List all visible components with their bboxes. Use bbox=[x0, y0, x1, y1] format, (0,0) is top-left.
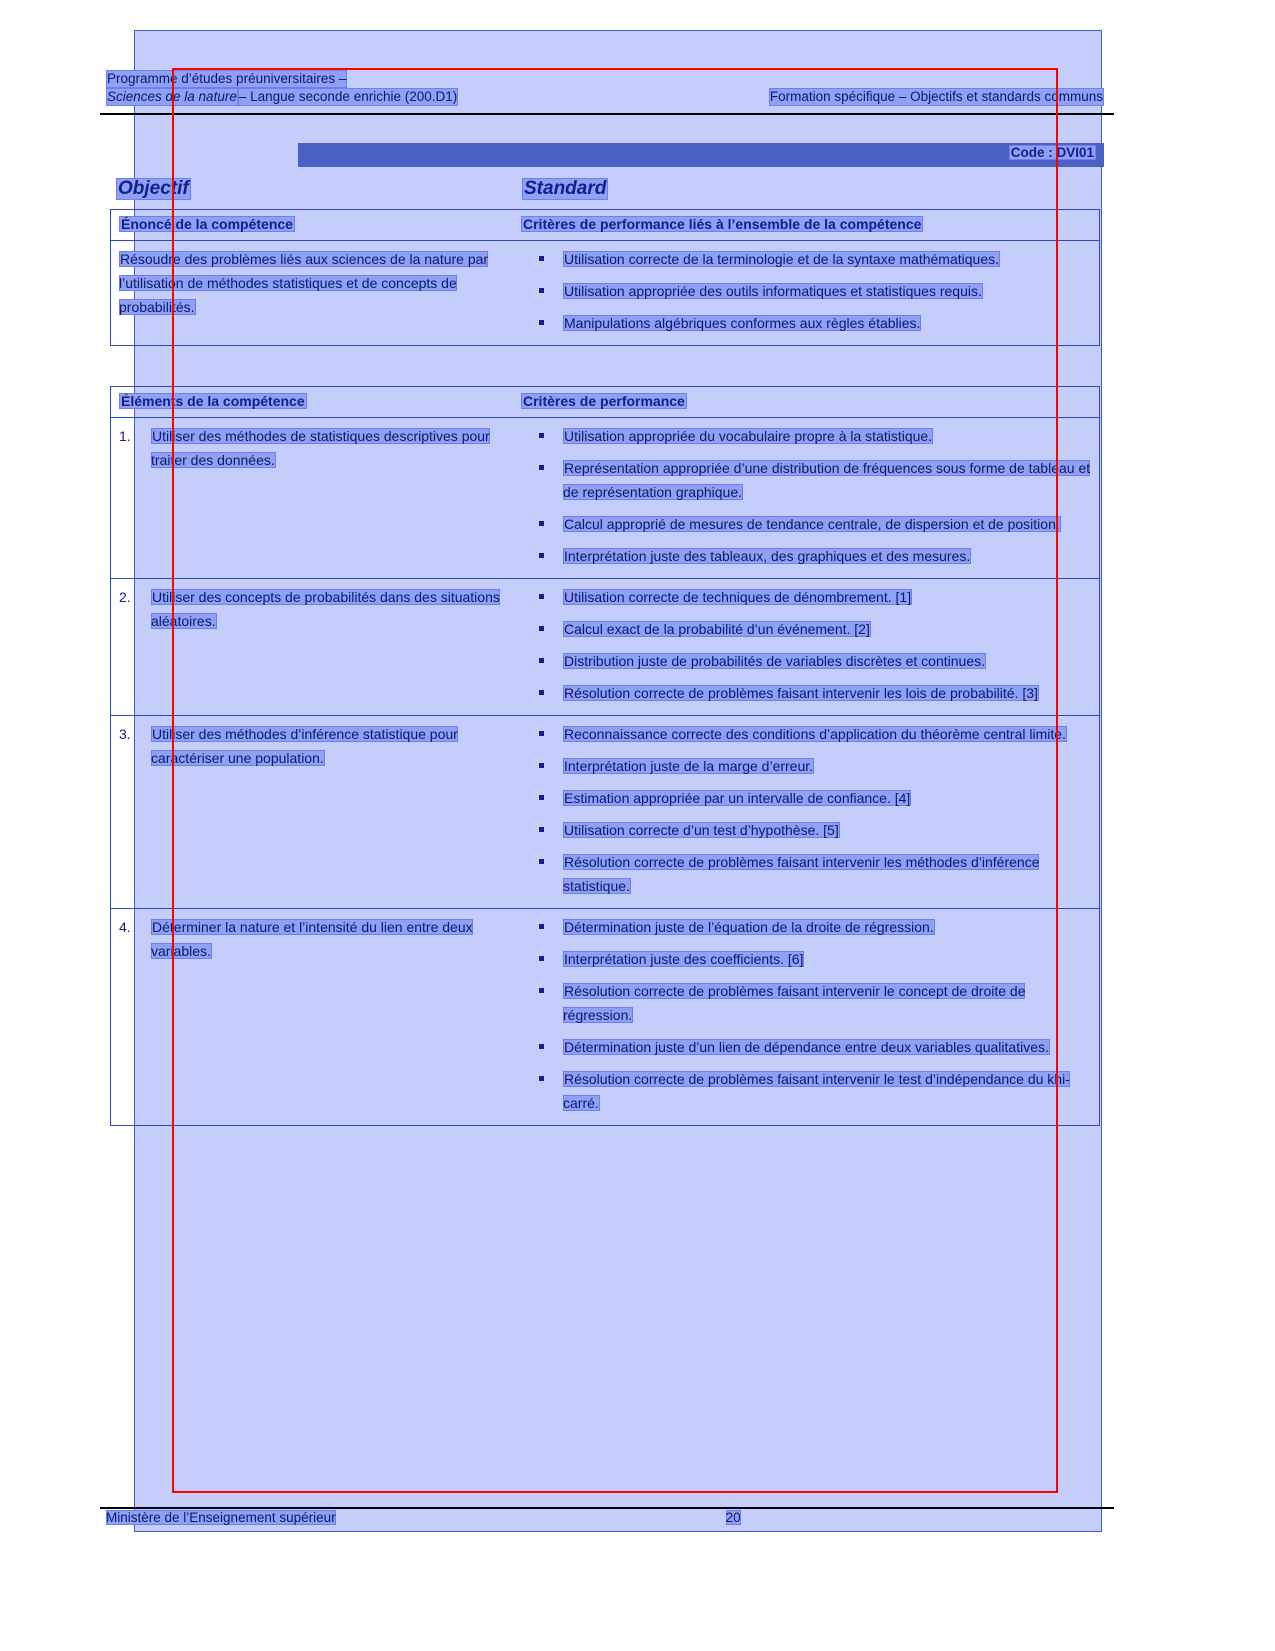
criterion-text: Utilisation correcte de techniques de dénombrement. [1] bbox=[564, 589, 912, 605]
bullet-icon bbox=[539, 763, 544, 768]
criterion-text: Détermination juste de l’équation de la droite de régression. bbox=[564, 919, 934, 935]
header-program-line: Programme d’études préuniversitaires – bbox=[107, 71, 347, 86]
competence-criteria-list bbox=[521, 247, 1091, 335]
bullet-icon bbox=[539, 956, 544, 961]
competence-statement-value: Résoudre des problèmes liés aux sciences de la nature par l’utilisation de méthodes statistiques et de concepts de probabilités. bbox=[119, 251, 489, 315]
objective-code: Code : DVI01 bbox=[1010, 145, 1094, 160]
footer-page-number: 20 bbox=[725, 1510, 741, 1525]
bullet-icon bbox=[539, 924, 544, 929]
element-cell bbox=[111, 716, 517, 908]
criterion-text: Détermination juste d’un lien de dépendance entre deux variables qualitatives. bbox=[564, 1039, 1049, 1055]
criterion-text: Résolution correcte de problèmes faisant intervenir les lois de probabilité. [3] bbox=[564, 685, 1038, 701]
criterion-text: Utilisation correcte d’un test d’hypothèse. [5] bbox=[564, 822, 839, 838]
competence-header-left-cell bbox=[111, 210, 517, 240]
elements-table-header-row bbox=[111, 387, 1099, 418]
element-number: 1. bbox=[119, 428, 131, 444]
criterion-text: Interprétation juste de la marge d’erreur. bbox=[564, 758, 814, 774]
criterion-text: Utilisation correcte de la terminologie et de la syntaxe mathématiques. bbox=[564, 251, 999, 267]
list-item bbox=[521, 649, 1091, 673]
page-header bbox=[106, 70, 1104, 106]
bullet-icon bbox=[539, 1044, 544, 1049]
element-text bbox=[151, 915, 509, 963]
table-row bbox=[111, 418, 1099, 579]
competence-table-body-row bbox=[111, 241, 1099, 345]
table-row bbox=[111, 716, 1099, 909]
elements-header-left-cell bbox=[111, 387, 517, 417]
criteria-list bbox=[521, 424, 1091, 568]
bullet-icon bbox=[539, 1076, 544, 1081]
performance-criteria-header: Critères de performance bbox=[523, 393, 685, 409]
list-item bbox=[521, 979, 1091, 1027]
list-item bbox=[521, 1067, 1091, 1115]
header-section-right: Formation spécifique – Objectifs et standards communs bbox=[769, 89, 1103, 104]
criterion-text: Utilisation appropriée du vocabulaire propre à la statistique. bbox=[564, 428, 933, 444]
bullet-icon bbox=[539, 626, 544, 631]
element-numbered bbox=[119, 915, 509, 963]
table-row bbox=[111, 579, 1099, 716]
bullet-icon bbox=[539, 320, 544, 325]
list-item bbox=[521, 279, 1091, 303]
criteria-cell bbox=[517, 909, 1099, 1125]
element-value: Utiliser des méthodes d’inférence statistique pour caractériser une population. bbox=[151, 726, 458, 766]
header-line-2 bbox=[106, 88, 1104, 106]
bullet-icon bbox=[539, 594, 544, 599]
code-bar bbox=[298, 143, 1104, 167]
element-cell bbox=[111, 909, 517, 1125]
title-objectif: Objectif bbox=[118, 178, 189, 199]
title-standard: Standard bbox=[524, 178, 607, 199]
bullet-icon bbox=[539, 553, 544, 558]
list-item bbox=[521, 915, 1091, 939]
bullet-icon bbox=[539, 658, 544, 663]
elements-table bbox=[110, 386, 1100, 1126]
list-item bbox=[521, 754, 1091, 778]
bullet-icon bbox=[539, 827, 544, 832]
header-discipline-group bbox=[106, 88, 458, 106]
table-row bbox=[111, 909, 1099, 1125]
element-numbered bbox=[119, 722, 509, 770]
bullet-icon bbox=[539, 521, 544, 526]
bullet-icon bbox=[539, 795, 544, 800]
list-item bbox=[521, 722, 1091, 746]
list-item bbox=[521, 311, 1091, 335]
criterion-text: Calcul exact de la probabilité d’un événement. [2] bbox=[564, 621, 870, 637]
list-item bbox=[521, 681, 1091, 705]
footer-divider bbox=[100, 1507, 1114, 1509]
criteria-cell bbox=[517, 716, 1099, 908]
bullet-icon bbox=[539, 690, 544, 695]
list-item bbox=[521, 617, 1091, 641]
criteria-list bbox=[521, 585, 1091, 705]
criterion-text: Représentation appropriée d’une distribution de fréquences sous forme de tableau et de représentation graphique. bbox=[563, 460, 1091, 500]
bullet-icon bbox=[539, 288, 544, 293]
competence-criteria-cell bbox=[517, 241, 1099, 345]
competence-statement-cell bbox=[111, 241, 517, 345]
list-item bbox=[521, 544, 1091, 568]
bullet-icon bbox=[539, 859, 544, 864]
criteria-cell bbox=[517, 579, 1099, 715]
element-text bbox=[151, 585, 509, 633]
elements-header-right-cell bbox=[517, 387, 1099, 417]
page-footer bbox=[106, 1510, 1104, 1525]
element-cell bbox=[111, 418, 517, 578]
bullet-icon bbox=[539, 988, 544, 993]
element-value: Utiliser des concepts de probabilités dans des situations aléatoires. bbox=[151, 589, 500, 629]
element-cell bbox=[111, 579, 517, 715]
element-value: Utiliser des méthodes de statistiques descriptives pour traiter des données. bbox=[151, 428, 490, 468]
header-divider bbox=[100, 113, 1114, 115]
element-number: 4. bbox=[119, 919, 131, 935]
list-item bbox=[521, 850, 1091, 898]
element-numbered bbox=[119, 424, 509, 472]
criterion-text: Manipulations algébriques conformes aux règles établies. bbox=[564, 315, 921, 331]
criterion-text: Interprétation juste des tableaux, des graphiques et des mesures. bbox=[564, 548, 971, 564]
criterion-text: Calcul approprié de mesures de tendance centrale, de dispersion et de position. bbox=[564, 516, 1060, 532]
criterion-text: Résolution correcte de problèmes faisant intervenir le concept de droite de régression. bbox=[563, 983, 1026, 1023]
criterion-text: Résolution correcte de problèmes faisant intervenir le test d’indépendance du khi-carré. bbox=[563, 1071, 1070, 1111]
bullet-icon bbox=[539, 731, 544, 736]
competence-header-right-cell bbox=[517, 210, 1099, 240]
column-titles bbox=[110, 178, 1100, 202]
criterion-text: Reconnaissance correcte des conditions d’application du théorème central limite. bbox=[564, 726, 1066, 742]
criteria-list bbox=[521, 722, 1091, 898]
criterion-text: Distribution juste de probabilités de variables discrètes et continues. bbox=[564, 653, 986, 669]
criteria-cell bbox=[517, 418, 1099, 578]
criterion-text: Utilisation appropriée des outils informatiques et statistiques requis. bbox=[564, 283, 982, 299]
elements-header: Éléments de la compétence bbox=[121, 393, 305, 409]
element-text bbox=[151, 424, 509, 472]
header-discipline-rest: – Langue seconde enrichie (200.D1) bbox=[238, 89, 458, 104]
header-line-1 bbox=[106, 70, 1104, 88]
bullet-icon bbox=[539, 433, 544, 438]
list-item bbox=[521, 1035, 1091, 1059]
competence-table-header-row bbox=[111, 210, 1099, 241]
bullet-icon bbox=[539, 256, 544, 261]
element-text bbox=[151, 722, 509, 770]
competence-statement-header: Énoncé de la compétence bbox=[121, 216, 293, 232]
header-discipline-italic: Sciences de la nature bbox=[107, 89, 237, 104]
element-numbered bbox=[119, 585, 509, 633]
element-value: Déterminer la nature et l’intensité du lien entre deux variables. bbox=[151, 919, 473, 959]
list-item bbox=[521, 585, 1091, 609]
list-item bbox=[521, 947, 1091, 971]
criterion-text: Interprétation juste des coefficients. [6] bbox=[564, 951, 804, 967]
footer-ministry: Ministère de l’Enseignement supérieur bbox=[106, 1510, 336, 1525]
list-item bbox=[521, 786, 1091, 810]
criteria-list bbox=[521, 915, 1091, 1115]
list-item bbox=[521, 512, 1091, 536]
list-item bbox=[521, 247, 1091, 271]
list-item bbox=[521, 424, 1091, 448]
competence-table bbox=[110, 209, 1100, 346]
element-number: 2. bbox=[119, 589, 131, 605]
list-item bbox=[521, 456, 1091, 504]
competence-criteria-header: Critères de performance liés à l’ensemble de la compétence bbox=[523, 216, 922, 232]
element-number: 3. bbox=[119, 726, 131, 742]
criterion-text: Résolution correcte de problèmes faisant intervenir les méthodes d’inférence statistique. bbox=[563, 854, 1040, 894]
competence-statement-text bbox=[119, 247, 509, 319]
criterion-text: Estimation appropriée par un intervalle de confiance. [4] bbox=[564, 790, 911, 806]
list-item bbox=[521, 818, 1091, 842]
bullet-icon bbox=[539, 465, 544, 470]
